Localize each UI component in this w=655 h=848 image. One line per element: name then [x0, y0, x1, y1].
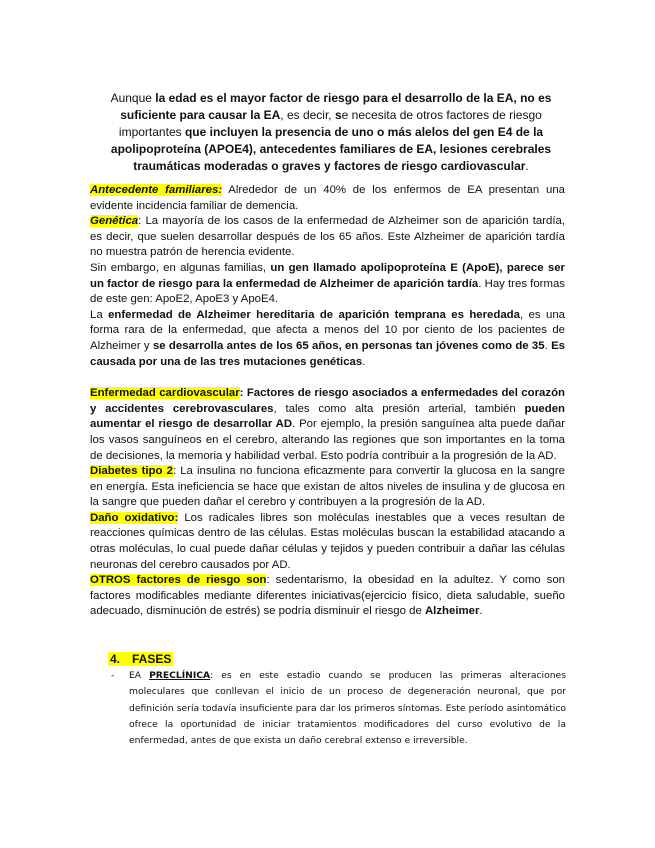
intro-text-1: Aunque — [110, 91, 156, 105]
genetica-label: Genética — [90, 215, 139, 228]
intro-bold-2: s — [334, 108, 342, 122]
otros-text-2: . — [479, 605, 483, 618]
fases-title: FASES — [132, 652, 172, 666]
antecedente-label: Antecedente familiares: — [90, 184, 223, 196]
familias-text-2: . Hay tres formas de este gen: ApoE2, ApoE3 y ApoE4. — [90, 277, 565, 306]
cardio-text-1: , tales como alta presión arterial, también — [273, 402, 525, 415]
intro-paragraph — [100, 90, 562, 175]
diabetes-paragraph — [90, 464, 565, 511]
list-dash: - — [111, 670, 115, 681]
intro-text-2: , es decir, — [280, 108, 335, 122]
preclinica-list-item — [111, 668, 566, 749]
familias-bold-1: un gen llamado apolipoproteína E (ApoE), parece ser un factor de riesgo para la enfermedad de Alzheimer de aparición tardía — [90, 261, 565, 290]
intro-bold-3: que incluyen la presencia de uno o más alelos del gen E4 de la apolipoproteína (APOE4), antecedentes familiares de EA, lesiones cerebrales traumáticas moderadas o graves y factores de riesgo cardiovascular — [110, 125, 552, 173]
otros-label: OTROS factores de riesgo son — [90, 574, 267, 587]
hereditaria-text-1: La — [90, 308, 109, 321]
diabetes-text: : La insulina no funciona eficazmente para convertir la glucosa en la sangre en energía. Esta ineficiencia se hace que existan de altos niveles de insulina y de glucosa en la sangre que pueden dañar el cerebro y contribuyen a la progresión de la AD. — [90, 465, 565, 509]
oxidativo-label: Daño oxidativo: — [90, 511, 179, 524]
hereditaria-text-3: . — [544, 339, 552, 352]
familias-paragraph — [90, 261, 565, 308]
diabetes-label: Diabetes tipo 2 — [90, 465, 173, 478]
hereditaria-bold-2: se desarrolla antes de los 65 años, en personas tan jóvenes como de 35 — [152, 339, 545, 352]
cardio-bold-1: : Factores de riesgo asociados a enfermedades del corazón y accidentes cerebrovasculares — [90, 387, 565, 415]
fases-number: 4. — [110, 652, 121, 666]
antecedente-text: Alrededor de un 40% de los enfermos de EA presentan una evidente incidencia familiar de demencia. — [90, 184, 565, 212]
intro-bold-1: la edad es el mayor factor de riesgo para el desarrollo de la EA, no es suficiente para causar la EA — [120, 91, 552, 122]
preclinica-text-1: EA — [129, 670, 150, 681]
paragraph-gap — [90, 370, 565, 386]
antecedente-paragraph — [90, 183, 565, 214]
hereditaria-text-2: , es una forma rara de la enfermedad, que afecta a menos del 10 por ciento de los pacientes de Alzheimer y — [90, 308, 565, 352]
intro-text-4: . — [525, 159, 529, 173]
genetica-paragraph — [90, 214, 565, 261]
oxidativo-paragraph — [90, 511, 565, 573]
preclinica-text-block — [129, 668, 566, 749]
oxidativo-text: Los radicales libres son moléculas inestables que a veces resultan de reacciones químicas dentro de las células. Estas moléculas buscan la estabilidad atacando a otras moléculas, lo cual puede dañar células y tejidos y pueden contribuir a dañar las células neuronas del cerebro causados por AD. — [90, 511, 566, 571]
cardio-bold-2: pueden aumentar el riesgo de desarrollar AD — [90, 402, 566, 431]
genetica-text: : La mayoría de los casos de la enfermedad de Alzheimer son de aparición tardía, es decir, que suelen desarrollar después de los 65 años. Este Alzheimer de aparición tardía no muestra patrón de herencia evidente. — [90, 215, 565, 259]
otros-bold-1: Alzheimer — [424, 605, 480, 618]
preclinica-label: PRECLÍNICA — [149, 670, 211, 681]
hereditaria-paragraph — [90, 308, 565, 370]
fases-heading — [108, 652, 173, 666]
cardio-text-2: . Por ejemplo, la presión sanguínea alta puede dañar los vasos sanguíneos en el cerebro, alterando las regiones que son importantes en la toma de decisiones, la memoria y habilidad verbal. Esto podría contribuir a la progresión de la AD. — [90, 418, 565, 462]
cardio-label: Enfermedad cardiovascular — [90, 387, 240, 400]
familias-text-1: Sin embargo, en algunas familias, — [90, 261, 271, 274]
risk-factors-body — [90, 183, 565, 620]
otros-text-1: : sedentarismo, la obesidad en la adultez. Y como son factores modificables mediante diferentes iniciativas(ejercicio físico, dieta saludable, sueño adecuado, disminución de estrés) se podría disminuir el riesgo de — [90, 574, 565, 618]
hereditaria-text-4: . — [362, 355, 366, 368]
cardio-paragraph — [90, 386, 565, 464]
otros-paragraph — [90, 573, 565, 620]
hereditaria-bold-1: enfermedad de Alzheimer hereditaria de aparición temprana es heredada — [108, 308, 520, 321]
intro-text-3: e necesita de otros factores de riesgo importantes — [118, 108, 542, 139]
hereditaria-bold-3: Es causada por una de las tres mutaciones genéticas — [90, 339, 565, 368]
preclinica-text-2: : es en este estadio cuando se producen las primeras alteraciones moleculares que conllevan el inicio de un proceso de degeneración neuronal, que por definición sería todavía insuficiente para dar los primeros síntomas. Este período asintomático ofrece la oportunidad de iniciar tratamientos modificadores del curso evolutivo de la enfermedad, antes de que exista un daño cerebral extenso e irreversible. — [129, 670, 566, 747]
